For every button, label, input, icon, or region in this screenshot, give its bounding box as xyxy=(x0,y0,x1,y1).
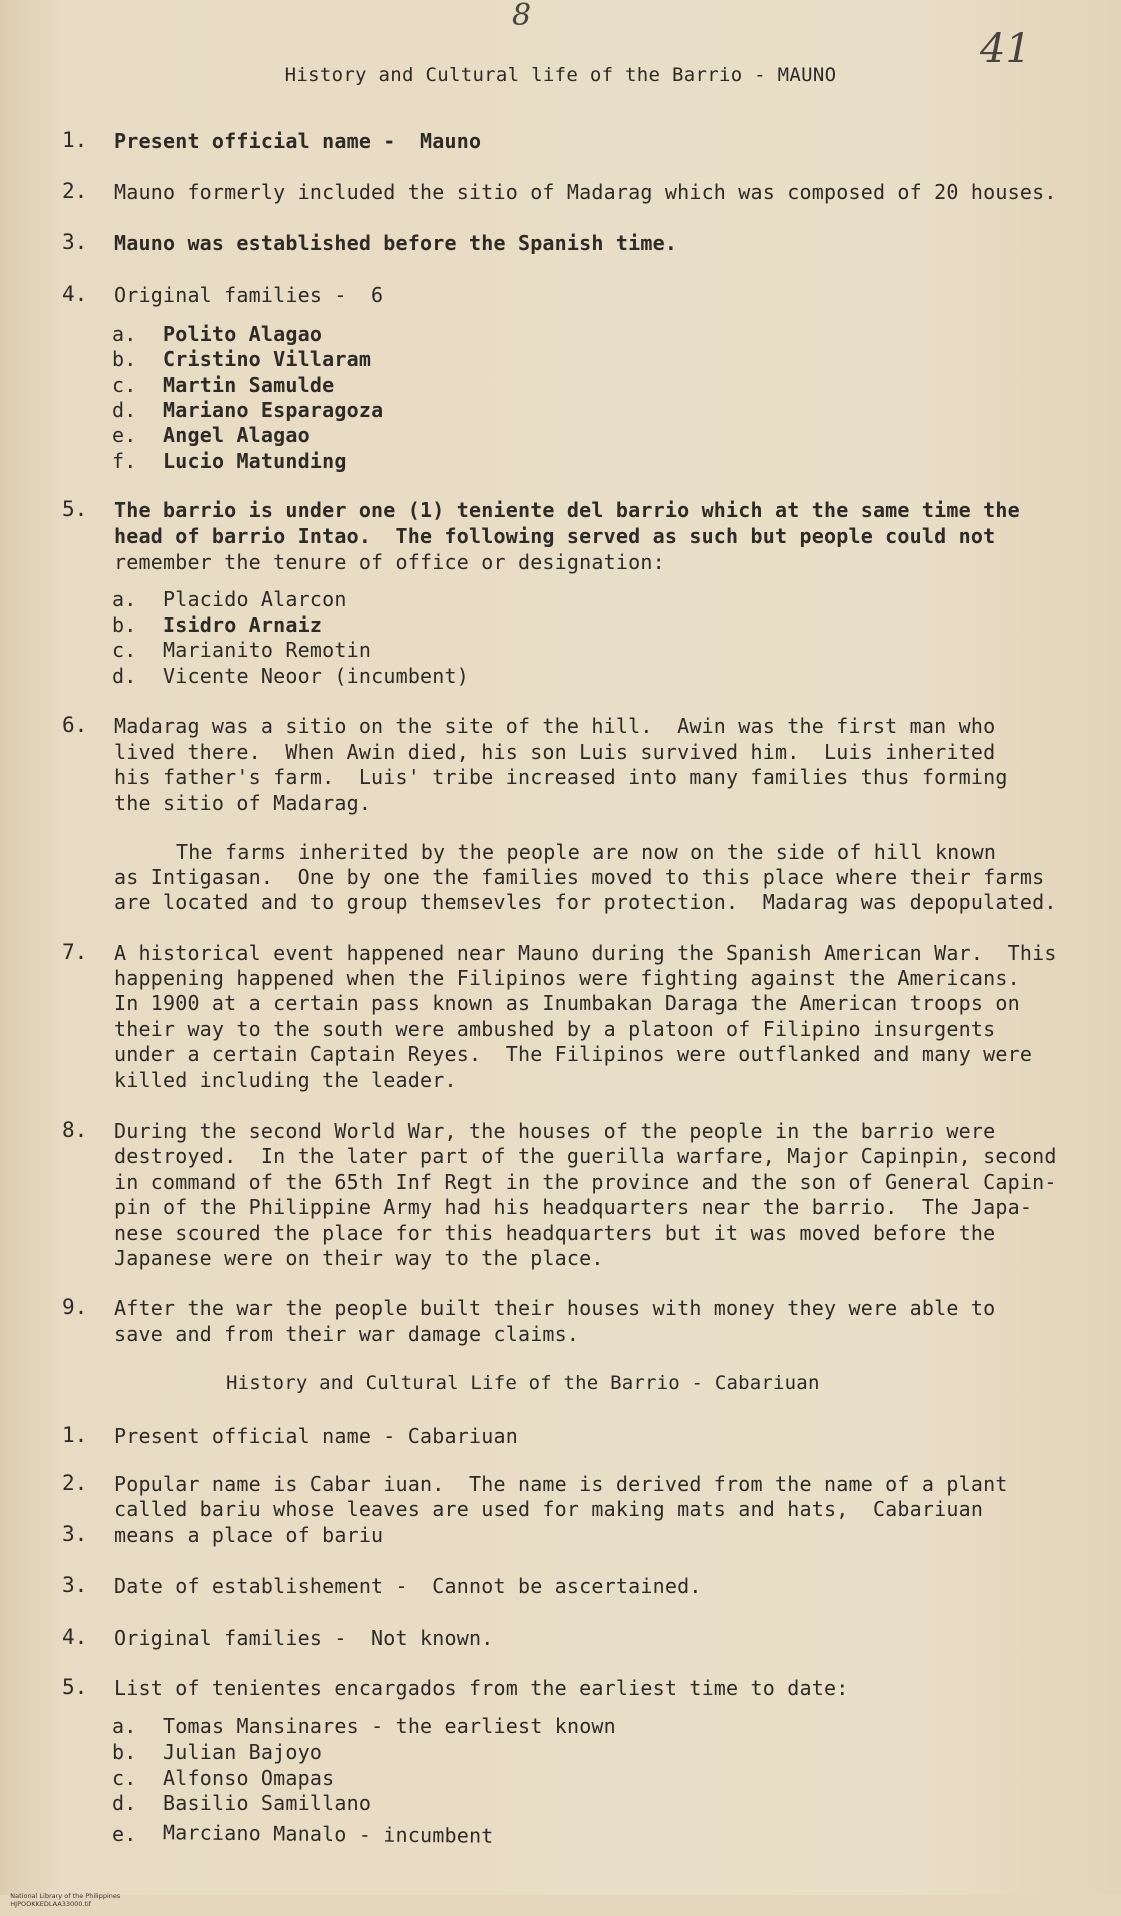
item-number: 8. xyxy=(62,1118,88,1142)
list-marker: a. xyxy=(112,322,137,346)
item-text: During the second World War, the houses of the people in the barrio were xyxy=(114,1119,996,1143)
item-text: The barrio is under one (1) teniente del barrio which at the same time the xyxy=(114,498,1020,522)
item-text: Original families - Not known. xyxy=(114,1626,494,1650)
paragraph-line: as Intigasan. One by one the families moved to this place where their farms xyxy=(114,865,1045,889)
list-item: Tomas Mansinares - the earliest known xyxy=(163,1714,616,1738)
list-item: Julian Bajoyo xyxy=(163,1740,323,1764)
section1-title: History and Cultural life of the Barrio - MAUNO xyxy=(284,64,837,86)
list-marker: b. xyxy=(112,613,137,637)
item-text: under a certain Captain Reyes. The Filipinos were outflanked and many were xyxy=(114,1042,1033,1066)
list-item: Marianito Remotin xyxy=(163,638,372,662)
item-number: 9. xyxy=(62,1295,88,1319)
item-text: save and from their war damage claims. xyxy=(114,1322,580,1346)
item-text: means a place of bariu xyxy=(114,1523,384,1547)
item-text: pin of the Philippine Army had his headquarters near the barrio. The Japa- xyxy=(114,1195,1033,1219)
list-item: Marciano Manalo - incumbent xyxy=(162,1820,494,1848)
item-number: 5. xyxy=(62,1675,88,1699)
item-text: happening happened when the Filipinos were fighting against the Americans. xyxy=(114,966,1020,990)
list-marker: e. xyxy=(112,1822,137,1846)
paragraph-line: are located and to group themsevles for protection. Madarag was depopulated. xyxy=(114,890,1057,914)
item-text: Popular name is Cabar iuan. The name is derived from the name of a plant xyxy=(114,1472,1008,1496)
item-text: called bariu whose leaves are used for making mats and hats, Cabariuan xyxy=(114,1497,984,1521)
item-text: Present official name - Cabariuan xyxy=(114,1424,518,1448)
list-marker: d. xyxy=(112,664,137,688)
list-item: Angel Alagao xyxy=(163,423,310,447)
item-text: Japanese were on their way to the place. xyxy=(114,1246,604,1270)
footer-library: National Library of the Philippines xyxy=(10,1892,121,1900)
list-marker: b. xyxy=(112,347,137,371)
item-text: remember the tenure of office or designation: xyxy=(114,550,665,574)
list-marker: b. xyxy=(112,1740,137,1764)
item-text: nese scoured the place for this headquarters but it was moved before the xyxy=(114,1221,996,1245)
item-text: Present official name - Mauno xyxy=(114,129,482,153)
list-item: Cristino Villaram xyxy=(163,347,372,371)
item-number: 1. xyxy=(62,1423,88,1447)
item-number: 2. xyxy=(62,1471,88,1495)
section2-title: History and Cultural Life of the Barrio - Cabariuan xyxy=(226,1372,820,1394)
item-text: lived there. When Awin died, his son Luis survived him. Luis inherited xyxy=(114,740,996,764)
item-text: List of tenientes encargados from the earliest time to date: xyxy=(114,1676,849,1700)
list-item: Vicente Neoor (incumbent) xyxy=(163,664,470,688)
item-number: 6. xyxy=(62,713,88,737)
list-marker: a. xyxy=(112,587,137,611)
list-marker: c. xyxy=(112,1766,137,1790)
item-text: his father's farm. Luis' tribe increased into many families thus forming xyxy=(114,765,1008,789)
item-text: In 1900 at a certain pass known as Inumbakan Daraga the American troops on xyxy=(114,991,1020,1015)
item-number: 2. xyxy=(62,179,88,203)
item-number: 7. xyxy=(62,940,88,964)
item-number: 4. xyxy=(62,282,88,306)
paragraph-line: The farms inherited by the people are now on the side of hill known xyxy=(176,840,997,864)
list-marker: c. xyxy=(112,638,137,662)
item-text: head of barrio Intao. The following served as such but people could not xyxy=(114,524,996,548)
list-marker: f. xyxy=(112,449,137,473)
list-item: Alfonso Omapas xyxy=(163,1766,335,1790)
item-text: Original families - 6 xyxy=(114,283,384,307)
item-text: their way to the south were ambushed by a platoon of Filipino insurgents xyxy=(114,1017,996,1041)
list-item: Mariano Esparagoza xyxy=(163,398,384,422)
item-text: in command of the 65th Inf Regt in the province and the son of General Capin- xyxy=(114,1170,1057,1194)
list-marker: e. xyxy=(112,423,137,447)
item-number: 3. xyxy=(62,230,88,254)
list-item: Basilio Samillano xyxy=(163,1791,372,1815)
item-text: Mauno formerly included the sitio of Madarag which was composed of 20 houses. xyxy=(114,180,1057,204)
list-marker: a. xyxy=(112,1714,137,1738)
item-number: 5. xyxy=(62,497,88,521)
item-number: 3. xyxy=(62,1522,88,1546)
item-text: Date of establishement - Cannot be ascertained. xyxy=(114,1574,702,1598)
item-text: After the war the people built their houses with money they were able to xyxy=(114,1296,996,1320)
item-number: 4. xyxy=(62,1625,88,1649)
list-item: Lucio Matunding xyxy=(163,449,347,473)
item-text: killed including the leader. xyxy=(114,1068,457,1092)
list-marker: d. xyxy=(112,398,137,422)
item-text: A historical event happened near Mauno during the Spanish American War. This xyxy=(114,941,1057,965)
item-text: Madarag was a sitio on the site of the hill. Awin was the first man who xyxy=(114,714,996,738)
item-number: 1. xyxy=(62,128,88,152)
handwritten-page-number: 8 xyxy=(512,0,532,33)
handwritten-folio-number: 41 xyxy=(980,26,1031,72)
list-marker: c. xyxy=(112,373,137,397)
list-item: Polito Alagao xyxy=(163,322,323,346)
item-text: Mauno was established before the Spanish time. xyxy=(114,231,678,255)
list-item: Isidro Arnaiz xyxy=(163,613,323,637)
item-number: 3. xyxy=(62,1573,88,1597)
list-marker: d. xyxy=(112,1791,137,1815)
list-item: Placido Alarcon xyxy=(163,587,347,611)
list-item: Martin Samulde xyxy=(163,373,335,397)
scan-footer xyxy=(2,1884,160,1916)
item-text: the sitio of Madarag. xyxy=(114,791,372,815)
item-text: destroyed. In the later part of the guerilla warfare, Major Capinpin, second xyxy=(114,1144,1057,1168)
footer-file: HJPOOKKEDLAA33000.tif xyxy=(10,1900,92,1908)
